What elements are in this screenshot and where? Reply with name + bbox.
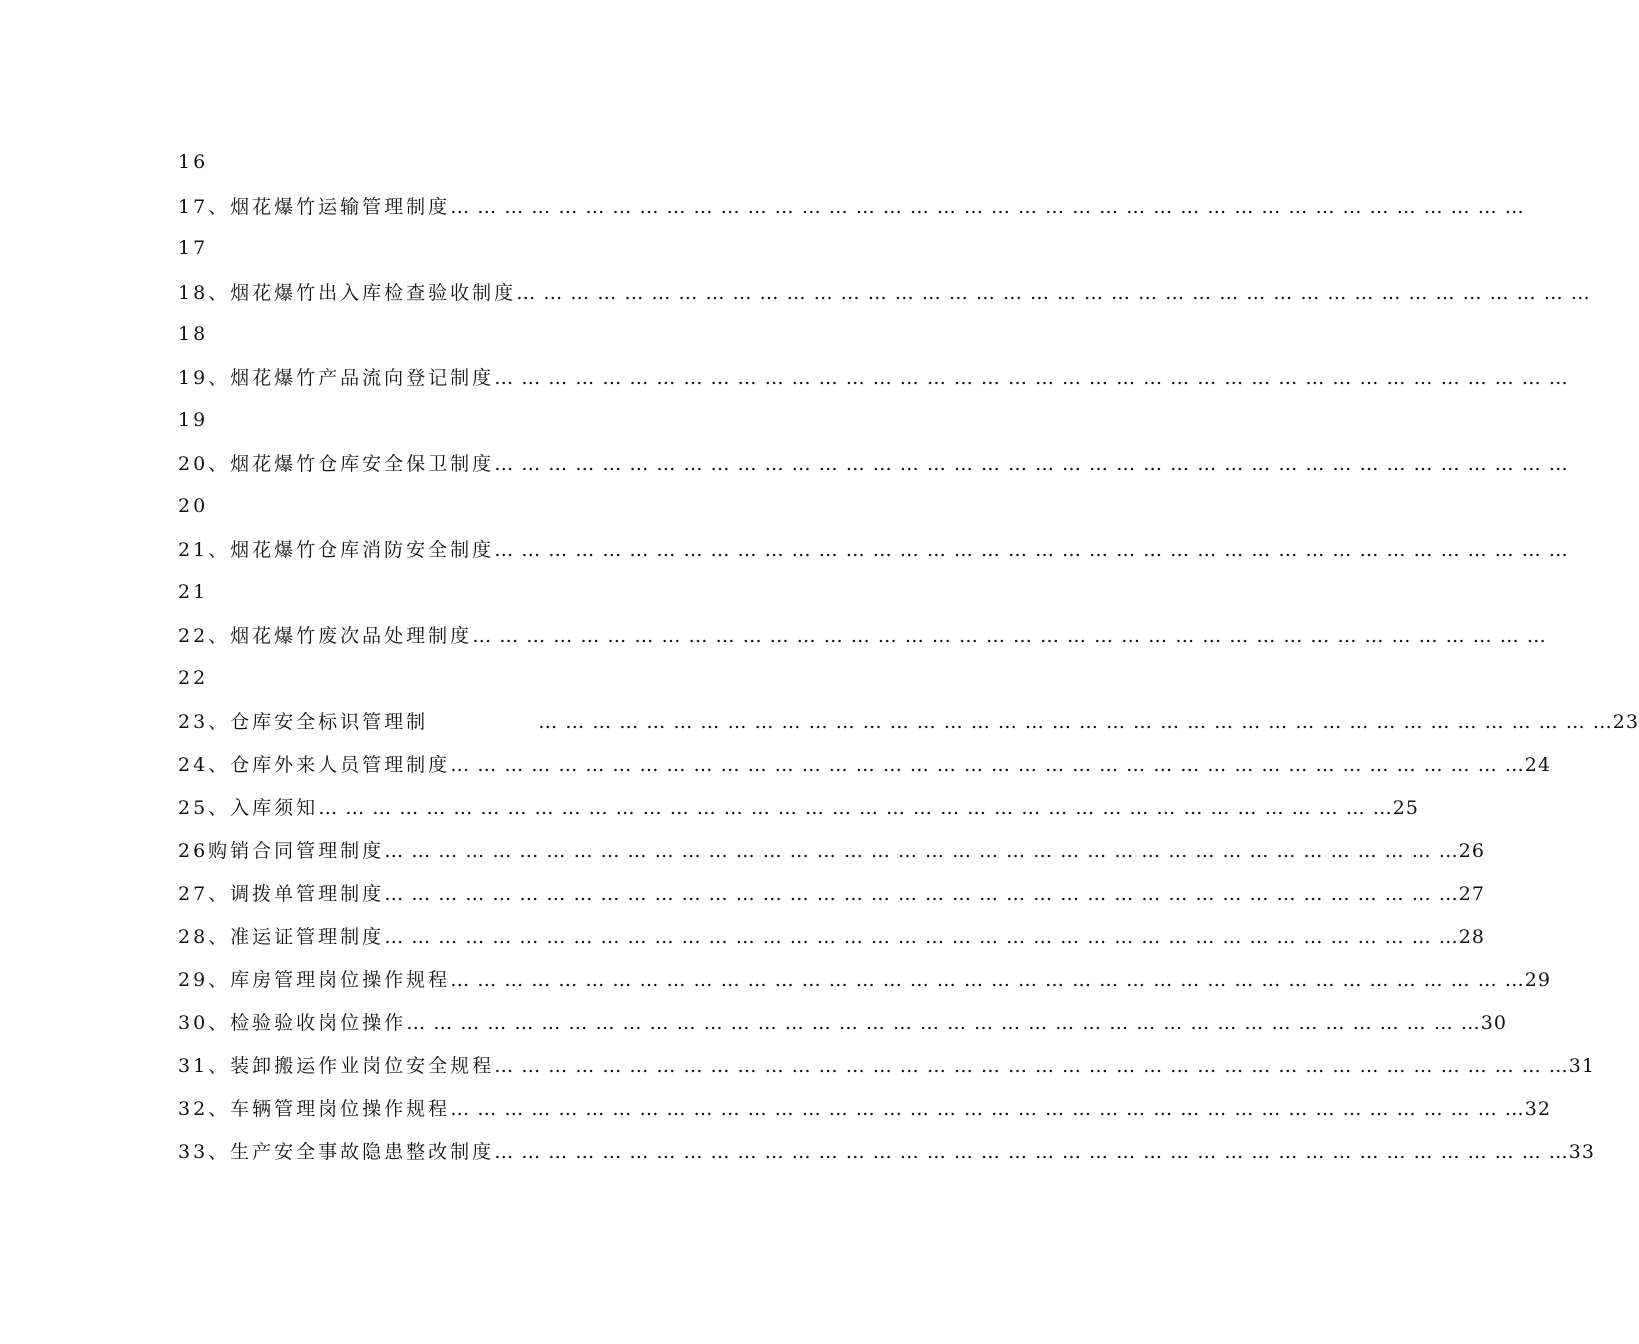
toc-entry-title: 25、入库须知 [178,797,319,819]
toc-leader: … … … … … … … … … … … … … … … … … … … … … … … … … … … … … … … … … … … … … … … … [516,282,1591,304]
toc-leader: … … … … … … … … … … … … … … … … … … … … … … … … … … … … … … … … … … … … … … … … [494,539,1569,561]
toc-entry-title: 22、烟花爆竹废次品处理制度 [178,625,473,647]
toc-entry[interactable] [178,1137,1595,1167]
toc-leader: … … … … … … … … … … … … … … … … … … … … … … … … … … … … … … … … … … … … … … … … [450,969,1525,991]
toc-leader: … … … … … … … … … … … … … … … … … … … … … … … … … … … … … … … … … … … … … … … … [450,754,1525,776]
toc-leader: … … … … … … … … … … … … … … … … … … … … … … … … … … … … … … … … … … … … … … … … [494,453,1569,475]
toc-entry-page: 33 [1568,1141,1595,1163]
toc-entry[interactable] [178,879,1485,909]
toc-entry-page: 25 [1392,797,1419,819]
toc-page-number: 21 [178,581,209,603]
toc-entry-title: 24、仓库外来人员管理制度 [178,754,451,776]
toc-page-number: 22 [178,667,209,689]
toc-page-number: 16 [178,151,209,173]
toc-entry-title: 21、烟花爆竹仓库消防安全制度 [178,539,495,561]
toc-leader: … … … … … … … … … … … … … … … … … … … … … … … … … … … … … … … … … … … … … … … … [384,883,1459,905]
toc-leader: … … … … … … … … … … … … … … … … … … … … … … … … … … … … … … … … … … … … … … … … [494,367,1569,389]
toc-entry-title: 19、烟花爆竹产品流向登记制度 [178,367,495,389]
toc-entry-page: 28 [1458,926,1485,948]
toc-entry[interactable] [178,449,1569,479]
toc-entry-page: 24 [1524,754,1551,776]
toc-entry-title: 20、烟花爆竹仓库安全保卫制度 [178,453,495,475]
toc-page-number: 20 [178,495,209,517]
toc-entry-title: 30、检验验收岗位操作 [178,1012,407,1034]
toc-entry[interactable] [178,922,1485,952]
toc-entry-page: 31 [1568,1055,1595,1077]
toc-leader: … … … … … … … … … … … … … … … … … … … … … … … … … … … … … … … … … … … … … … … … [318,797,1393,819]
toc-entry-title: 23、仓库安全标识管理制 [178,711,429,733]
toc-page-number: 17 [178,237,209,259]
toc-entry-page: 32 [1524,1098,1551,1120]
toc-leader: … … … … … … … … … … … … … … … … … … … … … … … … … … … … … … … … … … … … … … … … [384,926,1459,948]
toc-entry-title: 26购销合同管理制度 [178,840,385,862]
toc-entry[interactable] [178,278,1591,308]
toc-leader: … … … … … … … … … … … … … … … … … … … … … … … … … … … … … … … … … … … … … … … … [450,196,1525,218]
toc-entry-page: 29 [1524,969,1551,991]
toc-entry-title: 17、烟花爆竹运输管理制度 [178,196,451,218]
toc-leader: … … … … … … … … … … … … … … … … … … … … … … … … … … … … … … … … … … … … … … … … [450,1098,1525,1120]
toc-entry[interactable] [178,535,1569,565]
toc-leader: … … … … … … … … … … … … … … … … … … … … … … … … … … … … … … … … … … … … … … … … [472,625,1547,647]
toc-leader: … … … … … … … … … … … … … … … … … … … … … … … … … … … … … … … … … … … … … … … … [538,711,1613,733]
toc-leader: … … … … … … … … … … … … … … … … … … … … … … … … … … … … … … … … … … … … … … … … [406,1012,1481,1034]
toc-leader: … … … … … … … … … … … … … … … … … … … … … … … … … … … … … … … … … … … … … … … … [494,1141,1569,1163]
toc-entry[interactable] [178,1008,1507,1038]
toc-entry-title: 31、装卸搬运作业岗位安全规程 [178,1055,495,1077]
toc-entry[interactable] [178,192,1525,222]
toc-entry[interactable] [178,707,1639,737]
toc-entry[interactable] [178,363,1569,393]
toc-entry-page: 27 [1458,883,1485,905]
toc-entry[interactable] [178,750,1551,780]
toc-entry-title: 27、调拨单管理制度 [178,883,385,905]
toc-entry-title: 32、车辆管理岗位操作规程 [178,1098,451,1120]
toc-entry-page: 26 [1458,840,1485,862]
toc-entry-title: 18、烟花爆竹出入库检查验收制度 [178,282,517,304]
toc-entry-page: 30 [1480,1012,1507,1034]
toc-page-number: 19 [178,409,209,431]
toc-entry[interactable] [178,793,1419,823]
toc-entry[interactable] [178,1051,1595,1081]
toc-entry-title: 33、生产安全事故隐患整改制度 [178,1141,495,1163]
toc-entry[interactable] [178,621,1547,651]
toc-leader: … … … … … … … … … … … … … … … … … … … … … … … … … … … … … … … … … … … … … … … … [384,840,1459,862]
toc-entry[interactable] [178,965,1551,995]
toc-leader: … … … … … … … … … … … … … … … … … … … … … … … … … … … … … … … … … … … … … … … … [494,1055,1569,1077]
toc-entry[interactable] [178,836,1485,866]
toc-page-number: 18 [178,323,209,345]
toc-entry-title: 28、准运证管理制度 [178,926,385,948]
toc-entry[interactable] [178,1094,1551,1124]
toc-entry-title: 29、库房管理岗位操作规程 [178,969,451,991]
toc-entry-page: 23 [1612,711,1639,733]
